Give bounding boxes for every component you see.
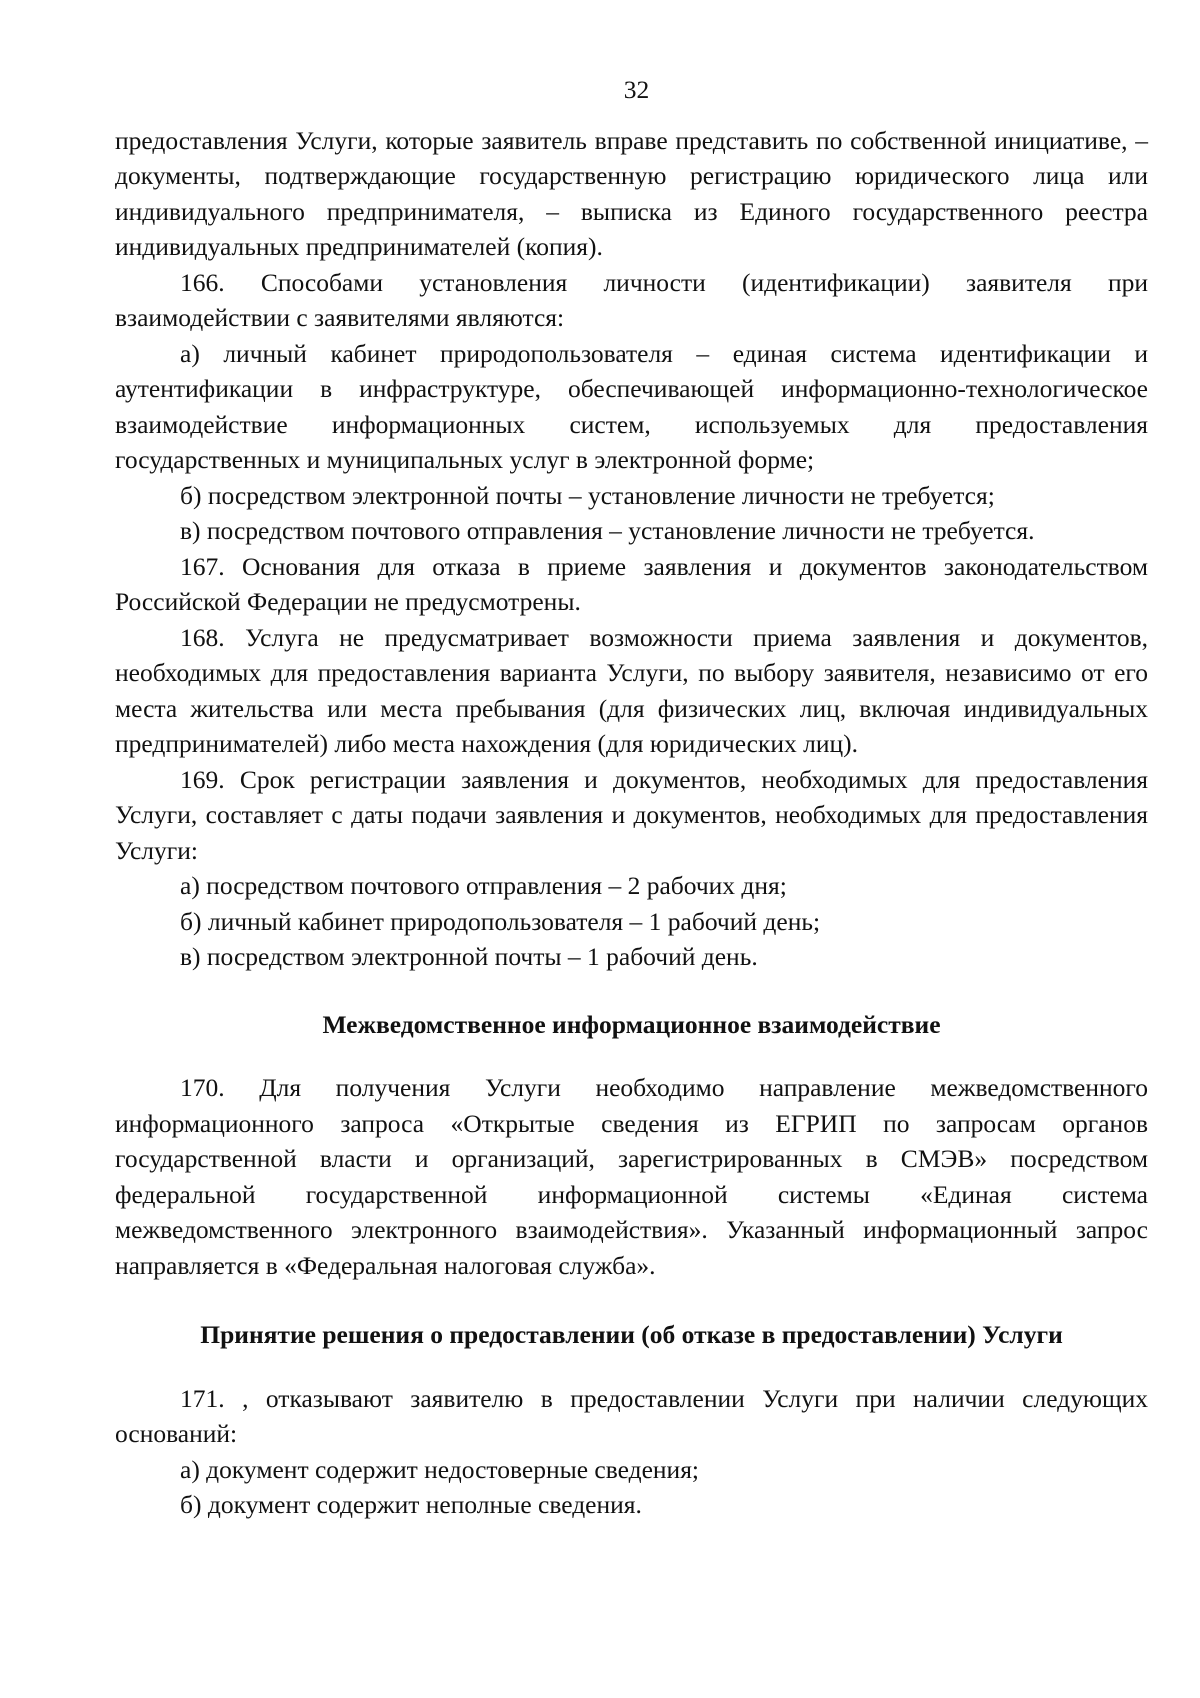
list-item-171b: б) документ содержит неполные сведения. (180, 1490, 642, 1519)
list-item-166b: б) посредством электронной почты – установление личности не требуется; (180, 480, 995, 510)
page-number: 32 (623, 75, 650, 104)
list-item-169a: а) посредством почтового отправления – 2 рабочих дня; (180, 871, 787, 900)
paragraph-167: 167. Основания для отказа в приеме заявления и документов законодательством Российской Федерации не предусмотрены. (115, 551, 1148, 616)
paragraph-170: 170. Для получения Услуги необходимо направление межведомственного информационного запроса «Открытые сведения из ЕГРИП по запросам органов государственной власти и организаций, зарегистрированных в СМЭВ» посредством федеральной государственной информационной системы «Единая система межведомственного электронного взаимодействия». Указанный информационный запрос направляется в «Федеральная налоговая служба». (115, 1073, 1148, 1280)
paragraph-166: 166. Способами установления личности (идентификации) заявителя при взаимодействии с заявителями являются: (115, 267, 1148, 332)
paragraph-continuation: предоставления Услуги, которые заявитель вправе представить по собственной инициативе, – документы, подтверждающие государственную регистрацию юридического лица или индивидуального предпринимателя, – выписка из Единого государственного реестра индивидуальных предпринимателей (копия). (115, 125, 1148, 261)
list-item-166c: в) посредством почтового отправления – установление личности не требуется. (180, 516, 1035, 545)
section-heading-decision: Принятие решения о предоставлении (об отказе в предоставлении) Услуги (200, 1320, 1063, 1349)
paragraph-169: 169. Срок регистрации заявления и документов, необходимых для предоставления Услуги, составляет с даты подачи заявления и документов, необходимых для предоставления Услуги: (115, 764, 1148, 865)
section-heading-interagency: Межведомственное информационное взаимодействие (322, 1009, 941, 1039)
paragraph-168: 168. Услуга не предусматривает возможности приема заявления и документов, необходимых для предоставления варианта Услуги, по выбору заявителя, независимо от его места жительства или места пребывания (для физических лиц, включая индивидуальных предпринимателей) либо места нахождения (для юридических лиц). (115, 622, 1148, 758)
list-item-169c: в) посредством электронной почты – 1 рабочий день. (180, 942, 758, 971)
list-item-169b: б) личный кабинет природопользователя – 1 рабочий день; (180, 906, 821, 936)
list-item-171a: а) документ содержит недостоверные сведения; (180, 1454, 700, 1484)
paragraph-171: 171. , отказывают заявителю в предоставлении Услуги при наличии следующих оснований: (115, 1383, 1148, 1448)
list-item-166a: а) личный кабинет природопользователя – единая система идентификации и аутентификации в инфраструктуре, обеспечивающей информационно-технологическое взаимодействие информационных систем, используемых для предоставления государственных и муниципальных услуг в электронной форме; (115, 338, 1148, 474)
